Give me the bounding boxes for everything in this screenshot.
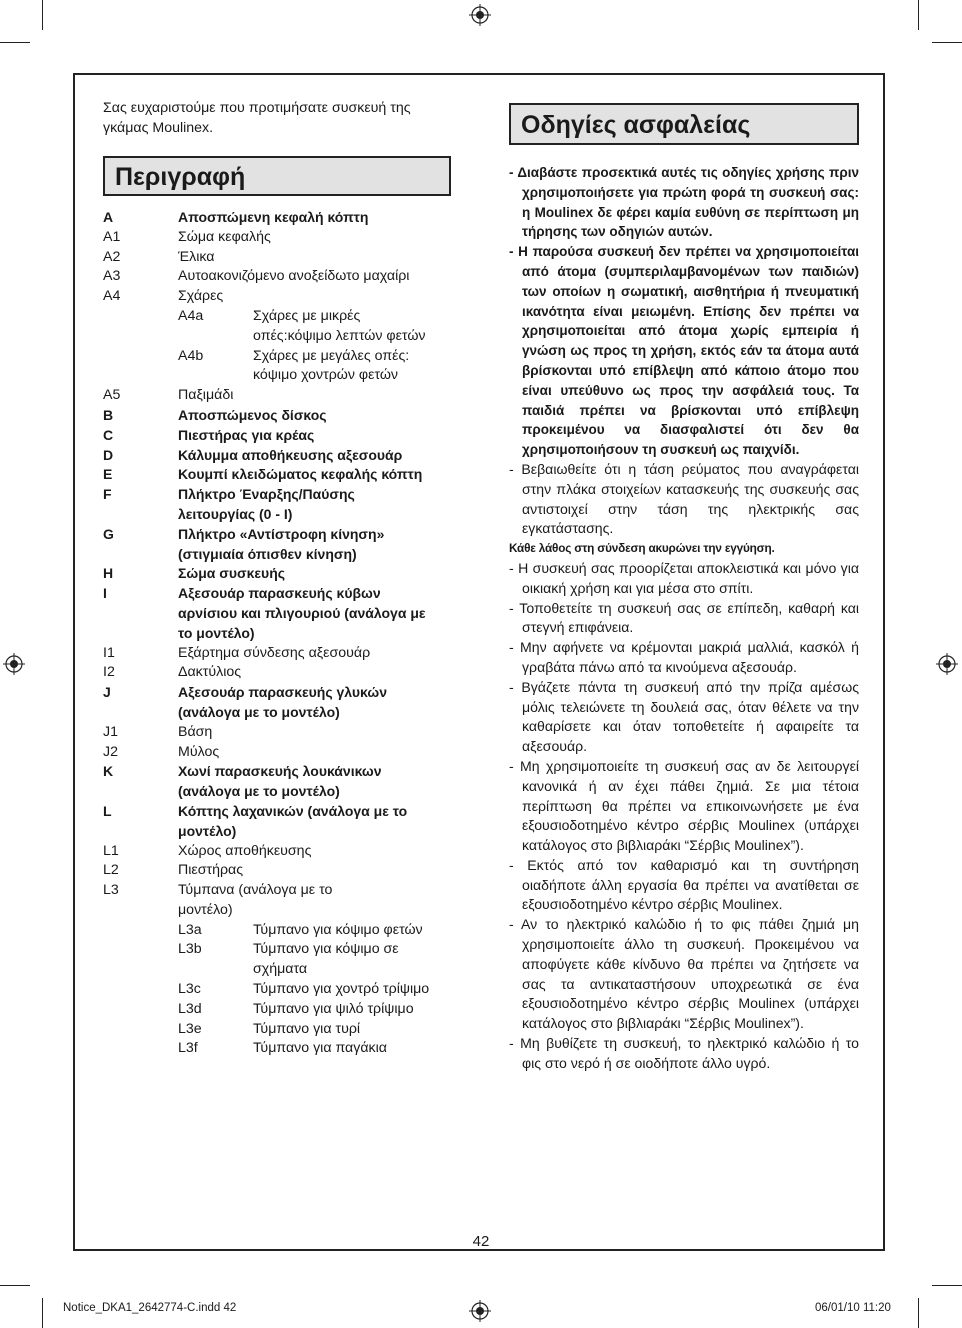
part-code: F bbox=[103, 486, 112, 503]
part-code: L3b bbox=[178, 941, 202, 958]
safety-note: Κάθε λάθος στη σύνδεση ακυρώνει την εγγύηση. bbox=[509, 541, 775, 556]
parts-row bbox=[103, 881, 433, 921]
parts-subrow bbox=[178, 980, 433, 1000]
part-code: A4 bbox=[103, 288, 121, 305]
part-code: D bbox=[103, 446, 114, 463]
part-code: I bbox=[103, 585, 107, 602]
part-desc: Πιεστήρας για κρέας bbox=[178, 426, 315, 443]
part-code: B bbox=[103, 406, 114, 423]
part-desc: Κάλυμμα αποθήκευσης αξεσουάρ bbox=[178, 446, 403, 463]
part-code: J1 bbox=[103, 723, 118, 740]
part-desc: Κόπτης λαχανικών (ανάλογα με το μοντέλο) bbox=[178, 802, 408, 839]
registration-mark-icon bbox=[936, 653, 958, 675]
part-desc: Κουμπί κλειδώματος κεφαλής κόπτη bbox=[178, 466, 423, 483]
part-code: I2 bbox=[103, 664, 115, 681]
part-desc: Σχάρες με μεγάλες οπές: κόψιμο χοντρών φετών bbox=[253, 347, 410, 384]
part-code: J bbox=[103, 684, 111, 701]
part-desc: Πλήκτρο «Αντίστροφη κίνηση» (στιγμιαία όπισθεν κίνηση) bbox=[178, 525, 385, 562]
part-code: A5 bbox=[103, 387, 121, 404]
crop-mark bbox=[42, 0, 43, 30]
parts-subrow bbox=[178, 1020, 433, 1040]
parts-row bbox=[103, 406, 433, 426]
part-code: A3 bbox=[103, 268, 121, 285]
part-desc: Έλικα bbox=[178, 248, 215, 265]
part-code: A2 bbox=[103, 248, 121, 265]
registration-mark-icon bbox=[469, 1300, 491, 1322]
part-desc: Τύμπανο για ψιλό τρίψιμο bbox=[253, 1000, 414, 1017]
part-code: E bbox=[103, 466, 113, 483]
safety-item: - Διαβάστε προσεκτικά αυτές τις οδηγίες χρήσης πριν χρησιμοποιήσετε για πρώτη φορά τη συσκευή σας: η Moulinex δε φέρει καμία ευθύνη σε περίπτωση μη τήρησης των οδηγιών αυτών. bbox=[509, 165, 859, 240]
part-desc: Τύμπανο για τυρί bbox=[253, 1020, 361, 1037]
part-code: L3 bbox=[103, 882, 119, 899]
parts-subrow bbox=[178, 940, 433, 980]
part-desc: Αξεσουάρ παρασκευής γλυκών (ανάλογα με το μοντέλο) bbox=[178, 684, 387, 720]
crop-mark bbox=[932, 1285, 962, 1286]
part-code: L2 bbox=[103, 862, 119, 879]
parts-row bbox=[103, 465, 433, 485]
part-desc: Δακτύλιος bbox=[178, 664, 242, 681]
part-desc: Τύμπανο για κόψιμο σε σχήματα bbox=[253, 941, 399, 978]
part-code: C bbox=[103, 426, 114, 443]
safety-item: - Βγάζετε πάντα τη συσκευή από την πρίζα αμέσως μόλις τελειώνετε τη δουλειά σας, όταν θέλετε να την καθαρίσετε και όταν τοποθετείτε ή αφαιρείτε τα αξεσουάρ. bbox=[509, 678, 859, 755]
part-desc: Σχάρες bbox=[178, 288, 224, 305]
parts-row bbox=[103, 762, 433, 802]
safety-item: - Μην αφήνετε να κρέμονται μακριά μαλλιά, κασκόλ ή γραβάτα πάνω από τα κινούμενα αξεσουάρ. bbox=[509, 639, 859, 675]
part-code: L3c bbox=[178, 981, 201, 998]
parts-row bbox=[103, 386, 433, 406]
part-desc: Τύμπανο για χοντρό τρίψιμο bbox=[253, 981, 430, 998]
safety-item: - Τοποθετείτε τη συσκευή σας σε επίπεδη, καθαρή και στεγνή επιφάνεια. bbox=[509, 599, 859, 636]
part-code: A4b bbox=[178, 347, 204, 364]
part-code: A4a bbox=[178, 307, 204, 324]
safety-item: - Η συσκευή σας προορίζεται αποκλειστικά και μόνο για οικιακή χρήση και για μέσα στο σπίτι. bbox=[509, 559, 859, 596]
registration-mark-icon bbox=[3, 653, 25, 675]
registration-mark-icon bbox=[469, 4, 491, 26]
parts-row bbox=[103, 485, 433, 525]
part-desc: Αξεσουάρ παρασκευής κύβων αρνίσιου και πλιγουριού (ανάλογα με το μοντέλο) bbox=[178, 585, 426, 641]
part-desc: Αποσπώμενος δίσκος bbox=[178, 406, 327, 423]
part-desc: Τύμπανο για κόψιμο φετών bbox=[253, 921, 423, 938]
crop-mark bbox=[932, 42, 962, 43]
safety-item: - Η παρούσα συσκευή δεν πρέπει να χρησιμοποιείται από άτομα (συμπεριλαμβανομένων των παιδιών) των οποίων η σωματική, αισθητήρια ή πνευματική ικανότητα είναι μειωμένη. Επίσης δεν πρέπει να χρησιμοποιείται από άτομα χωρίς εμπειρία ή γνώση ως προς τη χρήση, εκτός εάν τα άτομα αυτά βρίσκονται υπό επίβλεψη από κάποιο άτομο που είναι υπεύθυνο ως προς την ασφάλειά τους. Τα παιδιά πρέπει να βρίσκονται υπό επίβλεψη προκειμένου να διασφαλιστεί ότι δεν θα χρησιμοποιήσουν τη συσκευή ως παιχνίδι. bbox=[509, 244, 859, 458]
safety-heading: Οδηγίες ασφαλείας bbox=[509, 103, 859, 145]
part-code: H bbox=[103, 565, 114, 582]
parts-row bbox=[103, 287, 433, 307]
part-code: J2 bbox=[103, 743, 118, 760]
parts-subrow bbox=[178, 307, 433, 347]
crop-mark bbox=[0, 42, 30, 43]
parts-subrow bbox=[178, 921, 433, 941]
parts-row bbox=[103, 446, 433, 466]
part-desc: Βάση bbox=[178, 723, 213, 740]
part-code: L bbox=[103, 802, 112, 819]
parts-row bbox=[103, 683, 433, 723]
part-desc: Εξάρτημα σύνδεσης αξεσουάρ bbox=[178, 644, 371, 661]
parts-row bbox=[103, 564, 433, 584]
parts-row bbox=[103, 644, 433, 664]
footer-timestamp: 06/01/10 11:20 bbox=[815, 1302, 891, 1314]
parts-row bbox=[103, 248, 433, 268]
part-desc: Τύμπανα (ανάλογα με το μοντέλο) bbox=[178, 882, 333, 918]
part-code: G bbox=[103, 525, 114, 542]
parts-list bbox=[103, 208, 433, 1059]
safety-instructions bbox=[509, 163, 859, 1074]
crop-mark bbox=[918, 1298, 919, 1328]
parts-row bbox=[103, 584, 433, 643]
crop-mark bbox=[0, 1285, 30, 1286]
parts-row bbox=[103, 802, 433, 842]
parts-row bbox=[103, 228, 433, 248]
part-desc: Τύμπανο για παγάκια bbox=[253, 1040, 388, 1057]
parts-row bbox=[103, 842, 433, 862]
part-desc: Σώμα κεφαλής bbox=[178, 228, 271, 245]
parts-row bbox=[103, 267, 433, 287]
parts-row bbox=[103, 525, 433, 565]
safety-item: - Μη βυθίζετε τη συσκευή, το ηλεκτρικό καλώδιο ή το φις στο νερό ή σε οιοδήποτε άλλο υγρό. bbox=[509, 1035, 859, 1071]
part-desc: Πλήκτρο Έναρξης/Παύσης λειτουργίας (0 - I) bbox=[178, 486, 355, 522]
safety-item: - Εκτός από τον καθαρισμό και τη συντήρηση οιαδήποτε άλλη εργασία θα πρέπει να ανατίθεται σε εξουσιοδοτημένο κέντρο σέρβις Moulinex. bbox=[509, 856, 859, 913]
part-desc: Παξιμάδι bbox=[178, 387, 234, 404]
part-code: L1 bbox=[103, 842, 119, 859]
crop-mark bbox=[918, 0, 919, 30]
parts-subrow bbox=[178, 1000, 433, 1020]
page-number: 42 bbox=[472, 1233, 490, 1250]
part-code: L3d bbox=[178, 1000, 202, 1017]
parts-subrow bbox=[178, 347, 433, 387]
parts-row bbox=[103, 208, 433, 228]
part-code: K bbox=[103, 763, 114, 780]
crop-mark bbox=[42, 1298, 43, 1328]
description-heading: Περιγραφή bbox=[103, 156, 451, 196]
parts-row bbox=[103, 663, 433, 683]
safety-item: - Μη χρησιμοποιείτε τη συσκευή σας αν δε λειτουργεί κανονικά ή αν έχει πάθει ζημιά. Σε μια τέτοια περίπτωση θα πρέπει να επικοινωνήσετε με ένα εξουσιοδοτημένο κέντρο σέρβις Moulinex (υπάρχει κατάλογος στο βιβλιαράκι “Σέρβις Moulinex”). bbox=[509, 757, 859, 854]
part-desc: Σχάρες με μικρές οπές:κόψιμο λεπτών φετών bbox=[253, 307, 426, 344]
intro-text: Σας ευχαριστούμε που προτιμήσατε συσκευή της γκάμας Moulinex. bbox=[103, 100, 411, 136]
part-desc: Χώρος αποθήκευσης bbox=[178, 842, 312, 859]
safety-item: - Βεβαιωθείτε ότι η τάση ρεύματος που αναγράφεται στην πλάκα στοιχείων κατασκευής της συσκευής σας αντιστοιχεί στην τάση της ηλεκτρικής σας εγκατάστασης. bbox=[509, 460, 859, 537]
part-code: L3e bbox=[178, 1020, 202, 1037]
part-desc: Αυτοακονιζόμενο ανοξείδωτο μαχαίρι bbox=[178, 268, 410, 285]
part-desc: Σώμα συσκευής bbox=[178, 565, 286, 582]
part-desc: Πιεστήρας bbox=[178, 862, 244, 879]
part-code: L3f bbox=[178, 1040, 198, 1057]
parts-row bbox=[103, 743, 433, 763]
parts-row bbox=[103, 723, 433, 743]
parts-row bbox=[103, 861, 433, 881]
part-desc: Μύλος bbox=[178, 743, 220, 760]
part-code: L3a bbox=[178, 921, 202, 938]
part-code: A bbox=[103, 209, 114, 225]
part-code: A1 bbox=[103, 228, 121, 245]
part-desc: Χωνί παρασκευής λουκάνικων (ανάλογα με το μοντέλο) bbox=[178, 763, 382, 800]
footer-filename: Notice_DKA1_2642774-C.indd 42 bbox=[63, 1302, 237, 1314]
part-desc: Αποσπώμενη κεφαλή κόπτη bbox=[178, 209, 369, 225]
safety-item: - Αν το ηλεκτρικό καλώδιο ή το φις πάθει ζημιά μη χρησιμοποιείτε άλλο τη συσκευή. Προκειμένου να αποφύγετε κάθε κίνδυνο θα πρέπει να ζητήσετε να σας τα αντικαταστήσουν υποχρεωτικά σε ένα εξουσιοδοτημένο κέντρο σέρβις Moulinex (υπάρχει κατάλογος στο βιβλιαράκι “Σέρβις Moulinex”). bbox=[509, 916, 859, 1032]
part-code: I1 bbox=[103, 644, 115, 661]
parts-row bbox=[103, 426, 433, 446]
parts-subrow bbox=[178, 1039, 433, 1059]
